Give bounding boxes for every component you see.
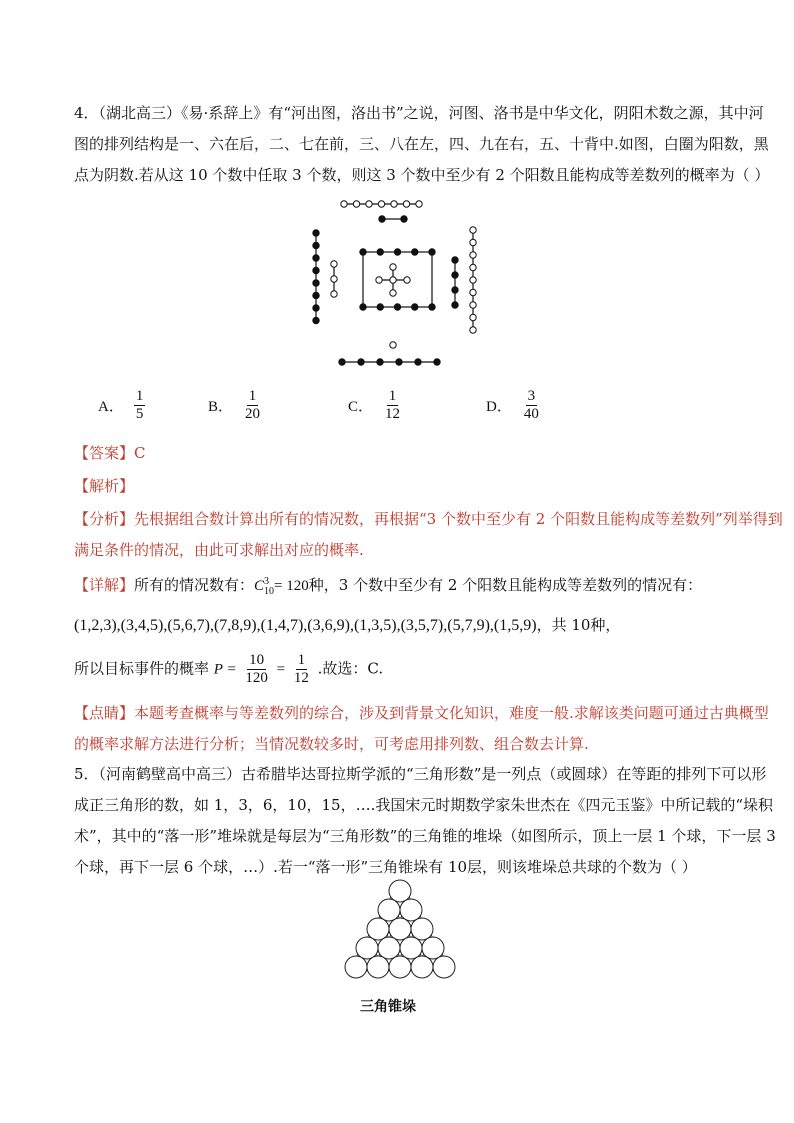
hetu-six-dot [377, 359, 383, 365]
hetu-six-dot [434, 359, 440, 365]
pyramid-ball [367, 918, 389, 940]
hetu-ten-dot [412, 304, 418, 310]
combination-symbol: C 3 10 [254, 575, 275, 597]
hetu-one-dot [390, 342, 396, 348]
q4-line-1: 4．（湖北高三）《易·系辞上》有“河出图，洛出书”之说，河图、洛书是中华文化，阴阳术数之源，其中河 [74, 104, 764, 122]
hetu-seven-dot [353, 201, 359, 207]
combination-value: = 120 [274, 578, 309, 594]
prob-fraction-1: $\frac{10}{120}$ [245, 652, 268, 686]
pyramid-ball [433, 956, 455, 978]
jiexi-tag: 【解析】 [74, 477, 135, 495]
fenxi-tag: 【分析】 [74, 510, 135, 528]
tuples-list: (1,2,3),(3,4,5),(5,6,7),(7,8,9),(1,4,7),(3,6,9),(1,3,5),(3,5,7),(5,7,9),(1,5,9) [74, 617, 537, 634]
pyramid-ball [389, 918, 411, 940]
pyramid-ball [345, 956, 367, 978]
hetu-eight-dot [313, 317, 319, 323]
hetu-eight-dot [313, 305, 319, 311]
equals-sign: = [276, 661, 286, 678]
pyramid-ball [400, 937, 422, 959]
hetu-four-dot [452, 257, 458, 263]
hetu-five-dot [390, 277, 396, 283]
hetu-nine-dot [470, 302, 476, 308]
prob-symbol: P = [213, 661, 237, 678]
hetu-ten-dot [429, 249, 435, 255]
answer-line [74, 443, 146, 463]
prob-text-a: 所以目标事件的概率 [74, 659, 210, 678]
hetu-six-dot [415, 359, 421, 365]
hetu-ten-dot [377, 304, 383, 310]
pyramid-ball [378, 937, 400, 959]
option-c[interactable] [348, 388, 404, 423]
hetu-two-dot [379, 216, 385, 222]
hetu-eight-dot [313, 292, 319, 298]
pyramid-ball [400, 899, 422, 921]
hetu-nine-dot [470, 264, 476, 270]
ball-pyramid-figure [330, 873, 470, 993]
q5-line-2: 成正三角形的数，如 1，3，6，10，15，….我国宋元时期数学家朱世杰在《四元玉鉴》中所记载的“垛积 [74, 796, 774, 814]
pyramid-ball [389, 880, 411, 902]
fenxi-line-1 [74, 509, 783, 529]
hetu-eight-dot [313, 280, 319, 286]
pyramid-ball [378, 899, 400, 921]
hetu-nine-dot [470, 277, 476, 283]
q4-line-3: 点为阴数.若从这 10 个数中任取 3 个数，则这 3 个数中至少有 2 个阳数且能构成等差数列的概率为（ ） [74, 166, 770, 184]
q5-line-4: 个球，再下一层 6 个球，…）.若一“落一形”三角锥垛有 10层，则该堆垛总共球的个数为（ ） [74, 858, 697, 876]
answer-tag: 【答案】 [74, 444, 135, 462]
option-d-label: D． [486, 399, 512, 415]
hetu-seven-dot [366, 201, 372, 207]
option-b-fraction: $\frac{1}{20}$ [245, 388, 261, 422]
hetu-ten-dot [377, 249, 383, 255]
hetu-five-dot [404, 277, 410, 283]
fenxi-line-2: 满足条件的情况，由此可求解出对应的概率. [74, 541, 364, 559]
answer-value: C [134, 444, 146, 462]
option-b[interactable] [208, 388, 264, 423]
q5-line-3: 术”，其中的“落一形”堆垛就是每层为“三角形数”的三角锥的堆垛（如图所示，顶上一层 1 个球，下一层 3 [74, 827, 776, 845]
dianjing-line-2: 的概率求解方法进行分析；当情况数较多时，可考虑用排列数、组合数去计算. [74, 735, 589, 753]
pyramid-ball [356, 937, 378, 959]
dianjing-line-1 [74, 703, 769, 723]
fenxi-text-1: 先根据组合数计算出所有的情况数，再根据“3 个数中至少有 2 个阳数且能构成等差数列”列举得到 [134, 510, 783, 528]
pyramid-ball [389, 956, 411, 978]
hetu-diagram [300, 195, 500, 370]
option-a[interactable] [98, 388, 147, 423]
hetu-seven-dot [378, 201, 384, 207]
option-a-label: A． [98, 399, 124, 415]
hetu-nine-dot [470, 289, 476, 295]
option-d[interactable] [486, 388, 543, 423]
dianjing-text-1: 本题考查概率与等差数列的综合，涉及到背景文化知识，难度一般.求解该类问题可通过古典概型 [134, 704, 769, 722]
hetu-seven-dot [416, 201, 422, 207]
hetu-ten-dot [360, 249, 366, 255]
hetu-two-dot [401, 216, 407, 222]
hetu-three-dot [331, 261, 337, 267]
prob-text-b: .故选：C. [317, 659, 384, 678]
pyramid-ball [367, 956, 389, 978]
probability-line [74, 652, 383, 687]
option-c-label: C． [348, 399, 374, 415]
hetu-four-dot [452, 272, 458, 278]
hetu-three-dot [331, 291, 337, 297]
pyramid-ball [411, 956, 433, 978]
option-d-fraction: $\frac{3}{40}$ [523, 388, 539, 422]
hetu-eight-dot [313, 255, 319, 261]
pyramid-ball [411, 918, 433, 940]
hetu-nine-dot [470, 227, 476, 233]
xiangjie-text-b: 种，3 个数中至少有 2 个阳数且能构成等差数列的情况有： [308, 576, 703, 594]
hetu-ten-dot [394, 249, 400, 255]
prob-fraction-2: $\frac{1}{12}$ [293, 652, 309, 686]
hetu-eight-dot [313, 267, 319, 273]
hetu-five-dot [390, 264, 396, 270]
hetu-ten-dot [360, 304, 366, 310]
hetu-nine-dot [470, 239, 476, 245]
hetu-nine-dot [470, 252, 476, 258]
tuples-tail: ，共 10种， [536, 616, 621, 634]
hetu-six-dot [358, 359, 364, 365]
hetu-six-dot [396, 359, 402, 365]
dianjing-tag: 【点睛】 [74, 704, 135, 722]
xiangjie-tag: 【详解】 [74, 576, 135, 594]
pyramid-ball [422, 937, 444, 959]
option-a-fraction: $\frac{1}{5}$ [135, 388, 144, 422]
hetu-eight-dot [313, 230, 319, 236]
option-b-label: B． [208, 399, 234, 415]
tuples-line [74, 615, 620, 636]
hetu-seven-dot [403, 201, 409, 207]
hetu-ten-dot [394, 304, 400, 310]
hetu-four-dot [452, 302, 458, 308]
hetu-five-dot [390, 290, 396, 296]
hetu-seven-dot [391, 201, 397, 207]
option-c-fraction: $\frac{1}{12}$ [385, 388, 401, 422]
hetu-four-dot [452, 287, 458, 293]
q4-line-2: 图的排列结构是一、六在后，二、七在前，三、八在左，四、九在右，五、十背中.如图，白圈为阳数，黑 [74, 135, 769, 153]
hetu-seven-dot [341, 201, 347, 207]
hetu-three-dot [331, 276, 337, 282]
figure-caption: 三角锥垛 [360, 999, 416, 1015]
hetu-six-dot [339, 359, 345, 365]
hetu-nine-dot [470, 314, 476, 320]
hetu-eight-dot [313, 242, 319, 248]
xiangjie-text-a: 所有的情况数有： [134, 576, 255, 594]
hetu-ten-dot [412, 249, 418, 255]
hetu-five-dot [376, 277, 382, 283]
q5-line-1: 5．（河南鹤壁高中高三）古希腊毕达哥拉斯学派的“三角形数”是一列点（或圆球）在等距的排列下可以形 [74, 765, 767, 783]
hetu-ten-dot [429, 304, 435, 310]
hetu-nine-dot [470, 327, 476, 333]
xiangjie-line [74, 575, 702, 597]
